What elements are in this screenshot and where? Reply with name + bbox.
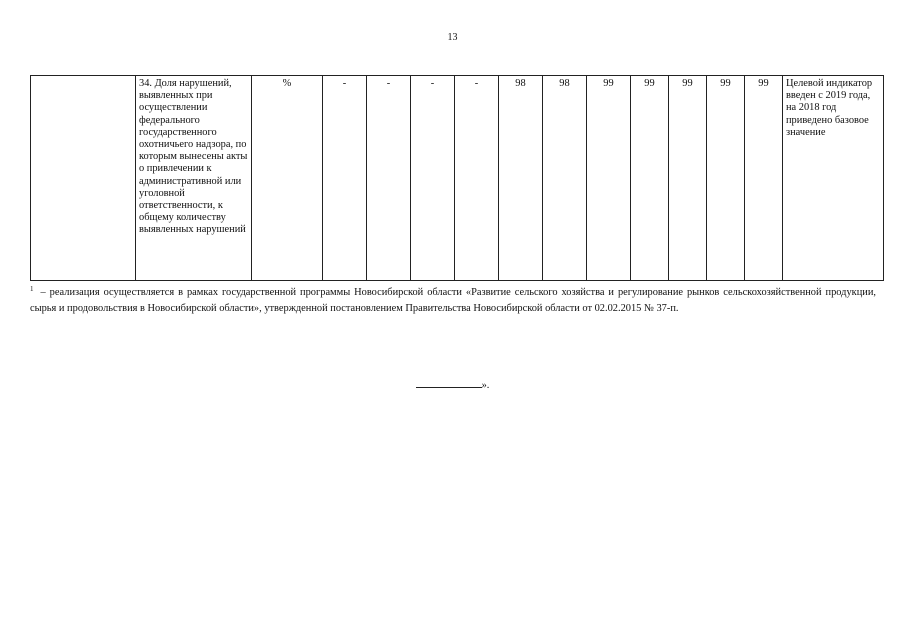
value-cell: 98 xyxy=(543,76,587,281)
value-cell: 99 xyxy=(631,76,669,281)
closing-quote: ». xyxy=(481,380,490,391)
value-cell: - xyxy=(367,76,411,281)
value-cell: 99 xyxy=(587,76,631,281)
value-cell: - xyxy=(411,76,455,281)
indicators-table xyxy=(30,75,884,281)
footnote xyxy=(30,281,876,317)
value-cell: 99 xyxy=(707,76,745,281)
note-cell: Целевой индикатор введен с 2019 года, на 2018 год приведено базовое значение xyxy=(783,76,884,281)
unit-cell: % xyxy=(252,76,323,281)
footnote-marker: 1 xyxy=(30,285,34,293)
page-number: 13 xyxy=(447,32,458,43)
indicator-name-cell: 34. Доля нарушений, выявленных при осуществлении федерального государственного охотничьего надзора, по которым вынесены акты о привлечении к административной или уголовной ответственности, к общему количеству выявленных нарушений xyxy=(136,76,252,281)
signature-underline xyxy=(416,378,482,388)
closing-line xyxy=(0,378,905,391)
value-cell: 99 xyxy=(745,76,783,281)
value-cell: - xyxy=(455,76,499,281)
program-cell xyxy=(31,76,136,281)
footnote-text: – реализация осуществляется в рамках государственной программы Новосибирской области «Развитие сельского хозяйства и регулирование рынков сельскохозяйственной продукции, сырья и продовольствия в Новосибирской области», утвержденной постановлением Правительства Новосибирской области от 02.02.2015 № 37-п. xyxy=(30,287,876,314)
table-row xyxy=(31,76,884,281)
value-cell: - xyxy=(323,76,367,281)
value-cell: 99 xyxy=(669,76,707,281)
value-cell: 98 xyxy=(499,76,543,281)
